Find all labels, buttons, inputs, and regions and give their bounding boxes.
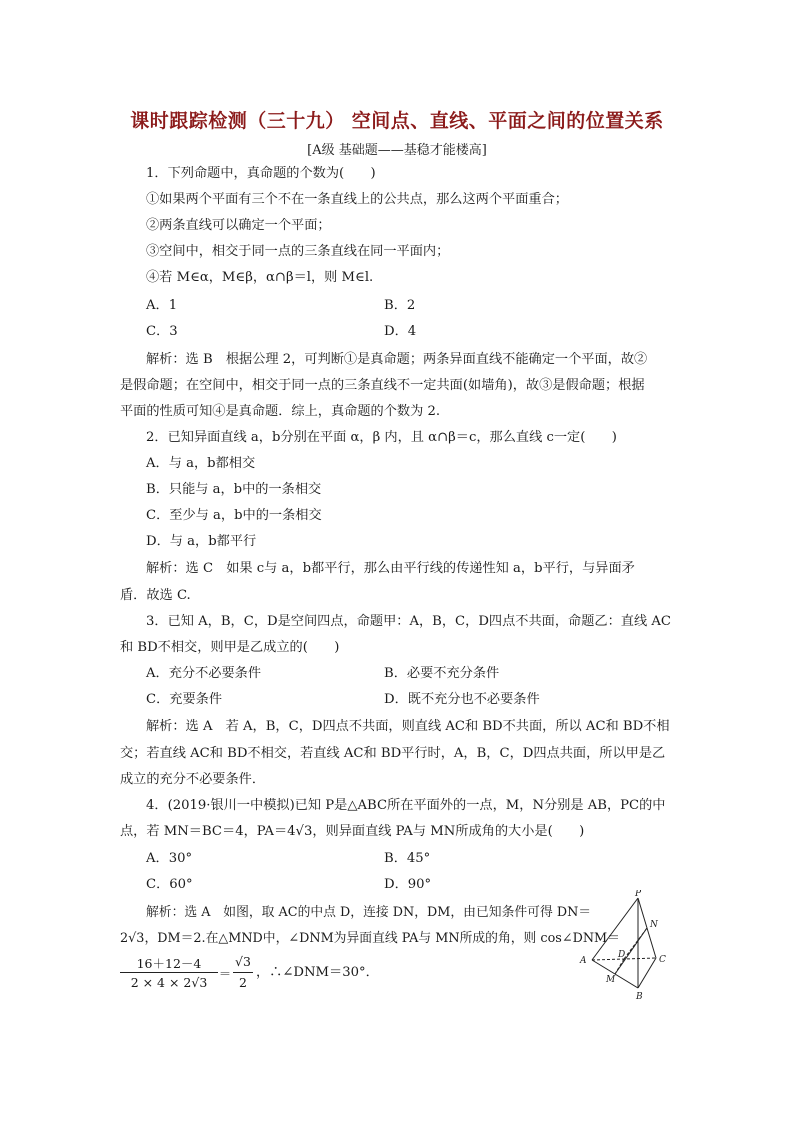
q3-option-a: A．充分不必要条件 — [146, 666, 262, 681]
fraction2-bar — [233, 972, 253, 973]
fraction-numerator: 16＋12－4 — [136, 956, 202, 971]
q3-answer-line-2: 交；若直线 AC和 BD不相交，若直线 AC和 BD平行时，A，B，C，D四点共面，所以甲是乙 — [120, 746, 666, 761]
q1-option-c: C．3 — [146, 324, 178, 339]
label-a: A — [580, 956, 587, 966]
q4-answer-line-2: 2√3，DM＝2.在△MND中，∠DNM为异面直线 PA与 MN所成的角，则 cos∠DNM＝ — [120, 931, 620, 946]
q1-option-b: B．2 — [384, 298, 416, 313]
q2-stem: 2．已知异面直线 a，b分别在平面 α，β 内，且 α∩β＝c，那么直线 c一定( ) — [146, 430, 617, 445]
q1-answer-line-3: 平面的性质可知④是真命题．综上，真命题的个数为 2. — [120, 404, 441, 419]
q2-option-c: C．至少与 a，b中的一条相交 — [146, 508, 322, 523]
q3-answer-line-1: 解析：选 A 若 A，B，C，D四点不共面，则直线 AC和 BD不共面，所以 AC和 BD不相 — [146, 719, 670, 734]
q3-stem-line-1: 3．已知 A，B，C，D是空间四点，命题甲：A，B，C，D四点不共面，命题乙：直线 AC — [146, 614, 671, 629]
q1-statement-4: ④若 M∈α，M∈β，α∩β＝l，则 M∈l. — [146, 270, 374, 285]
q3-option-c: C．充要条件 — [146, 692, 223, 707]
fraction2-denominator: 2 — [239, 975, 247, 990]
label-p: P — [635, 890, 642, 899]
label-c: C — [659, 955, 666, 965]
q4-stem-line-2: 点，若 MN＝BC＝4，PA＝4√3，则异面直线 PA与 MN所成角的大小是( ) — [120, 824, 585, 839]
q1-answer-line-1: 解析：选 B 根据公理 2，可判断①是真命题；两条异面直线不能确定一个平面，故② — [146, 352, 648, 367]
tetrahedron-figure — [572, 890, 672, 1002]
q3-stem-line-2: 和 BD不相交，则甲是乙成立的( ) — [120, 640, 340, 655]
q3-option-b: B．必要不充分条件 — [384, 666, 500, 681]
q4-option-a: A．30° — [146, 851, 193, 866]
q2-option-d: D．与 a，b都平行 — [146, 534, 257, 549]
label-m: M — [606, 975, 616, 985]
section-subtitle: [A级 基础题——基稳才能楼高] — [307, 143, 487, 158]
q1-statement-2: ②两条直线可以确定一个平面； — [146, 218, 331, 233]
q3-answer-line-3: 成立的充分不必要条件． — [120, 772, 266, 787]
q4-answer-tail: ，∴∠DNM＝30°． — [256, 965, 379, 980]
q1-statement-3: ③空间中，相交于同一点的三条直线在同一平面内； — [146, 244, 450, 259]
q4-answer-line-1: 解析：选 A 如图，取 AC的中点 D，连接 DN，DM，由已知条件可得 DN＝ — [146, 905, 592, 920]
q1-option-d: D．4 — [384, 324, 417, 339]
q2-answer-line-1: 解析：选 C 如果 c与 a，b都平行，那么由平行线的传递性知 a，b平行，与异面矛 — [146, 561, 635, 576]
q1-option-a: A．1 — [146, 298, 178, 313]
q3-option-d: D．既不充分也不必要条件 — [384, 692, 540, 707]
q1-stem: 1．下列命题中，真命题的个数为( ) — [146, 166, 376, 181]
label-d: D — [618, 950, 626, 960]
q4-option-d: D．90° — [384, 877, 432, 892]
q2-option-b: B．只能与 a，b中的一条相交 — [146, 482, 322, 497]
q4-option-b: B．45° — [384, 851, 431, 866]
fraction2-numerator: √3 — [235, 954, 251, 969]
page-title: 课时跟踪检测（三十九） 空间点、直线、平面之间的位置关系 — [130, 110, 664, 132]
fraction-denominator: 2 × 4 × 2√3 — [130, 975, 208, 990]
label-b: B — [636, 992, 643, 1002]
q4-option-c: C．60° — [146, 877, 193, 892]
fraction-bar — [120, 972, 218, 973]
q1-statement-1: ①如果两个平面有三个不在一条直线上的公共点，那么这两个平面重合； — [146, 192, 568, 207]
q4-stem-line-1: 4．(2019·银川一中模拟)已知 P是△ABC所在平面外的一点，M，N分别是 AB，PC的中 — [146, 798, 666, 813]
equals-sign: ＝ — [218, 966, 232, 981]
q2-option-a: A．与 a，b都相交 — [146, 456, 256, 471]
label-n: N — [650, 920, 658, 930]
q1-answer-line-2: 是假命题；在空间中，相交于同一点的三条直线不一定共面(如墙角)，故③是假命题；根据 — [120, 378, 645, 393]
q2-answer-line-2: 盾．故选 C. — [120, 588, 191, 603]
